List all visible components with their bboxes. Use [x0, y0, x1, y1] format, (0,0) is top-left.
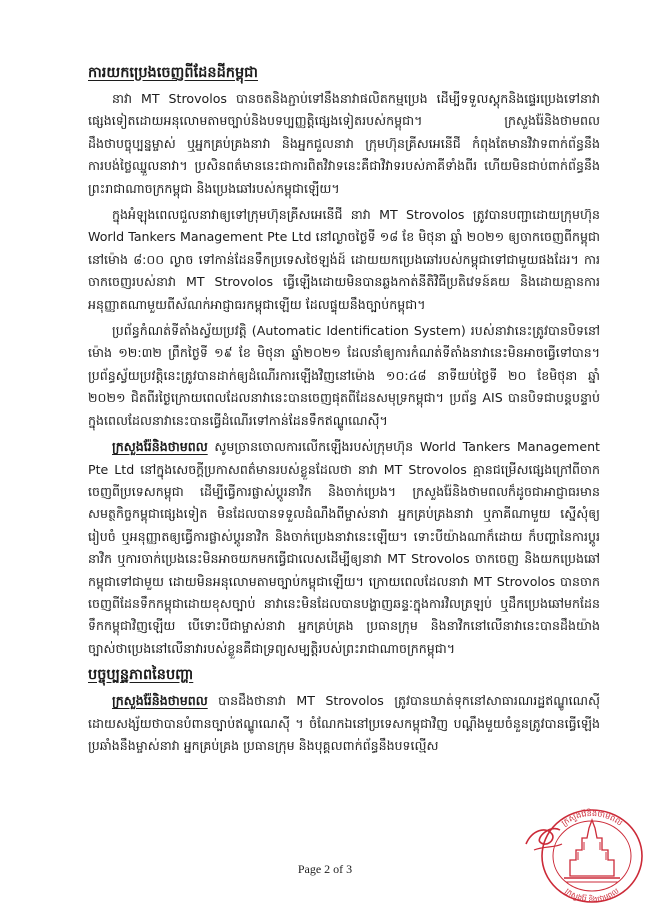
section-heading-oil-removal: ការយកប្រេងចេញពីដែនដីកម្ពុជា	[88, 65, 258, 81]
page-number: Page 2 of 3	[297, 862, 353, 876]
paragraph	[88, 436, 600, 660]
section-heading-current-status: បច្ចុប្បន្នភាពនៃបញ្ហា	[88, 667, 194, 684]
paragraph	[88, 88, 600, 200]
paragraph	[88, 320, 600, 432]
paragraph	[88, 690, 600, 757]
seal-text-bottom: ក្រសួងរ៉ែ និងថាមពល	[563, 886, 621, 905]
svg-text:ក្រសួងរ៉ែ និងថាមពល	[563, 886, 620, 904]
paragraph-emphasis: ក្រសួងរ៉ែនិងថាមពល	[112, 693, 208, 709]
paragraph-emphasis: ក្រសួងរ៉ែនិងថាមពល	[112, 439, 208, 455]
section-body-oil-removal	[88, 88, 600, 660]
paragraph-text: បានដឹងថានាវា MT Strovolos ត្រូវបានឃាត់ទុកនៅសាធារណរដ្ឋឥណ្ឌូណេស៊ី ដោយសង្ស័យថាបានបំពានច្បាប់ឥណ្ឌូណេស៊ី ។ ចំណែកឯនៅប្រទេសកម្ពុជាវិញ បណ្តឹងមួយចំនួនត្រូវបានធ្វើឡើងប្រឆាំងនឹងម្ចាស់នាវា អ្នកគ្រប់គ្រង ប្រធានក្រុម និងបុគ្គលពាក់ព័ន្ធនឹងបទល្មើស	[88, 693, 600, 753]
paragraph-text: ក្នុងអំឡុងពេលជួលនាវាឲ្យទៅក្រុមហ៊ុនគ្រីសអេនើជី នាវា MT Strovolos ត្រូវបានបញ្ជាដោយក្រុមហ៊ុន World Tankers Management Pte Ltd នៅល្ងាចថ្ងៃទី ១៨ ខែ មិថុនា ឆ្នាំ ២០២១ ឲ្យចាកចេញពីកម្ពុជានៅម៉ោង ៨:០០ ល្ងាច ទៅកាន់ដែនទឹកប្រទេសថៃឡង់ដ៍ ដោយយកប្រេងឆៅរបស់កម្ពុជាទៅជាមួយផងដែរ។ ការចាកចេញរបស់នាវា MT Strovolos ធ្វើឡើងដោយមិនបានឆ្លងកាត់នីតិវិធីប្រតិវេទន៍គយ និងដោយគ្មានការអនុញ្ញាតណាមួយពីស័ណក់អាជ្ញាធរកម្ពុជាឡើយ ដែលផ្ទុយនឹងច្បាប់កម្ពុជា។	[88, 207, 600, 312]
paragraph-text: នាវា MT Strovolos បានចតនិងភ្ជាប់ទៅនឹងនាវាផលិតកម្មប្រេង ដើម្បីទទួលស្តុកនិងផ្ទេរប្រេងទៅនាវាផ្សេងទៀតដោយអនុលោមតាមច្បាប់និងបទប្បញ្ញត្តិផ្សេងទៀតរបស់កម្ពុជា។ ក្រសួងរ៉ែនិងថាមពលដឹងថាបច្ចុប្បន្នម្ចាស់ ឬអ្នកគ្រប់គ្រងនាវា និងអ្នកជួលនាវា ក្រុមហ៊ុនគ្រីសអេនើជី កំពុងតែមានវិវាទពាក់ព័ន្ធនឹងការបង់ថ្លៃឈ្នួលនាវា។ ប្រសិនពត៌មាននេះជាការពិតវិវាទនេះគឺជាវិវាទរបស់ភាគីទាំងពីរ ហើយមិនជាប់ពាក់ព័ន្ធនឹងព្រះរាជាណាចក្រកម្ពុជា និងប្រេងឆៅរបស់កម្ពុជាឡើយ។	[88, 91, 600, 196]
svg-text:ក្រសួងរ៉ែនិងថាមពល	[560, 808, 625, 828]
seal-text-top: ក្រសួងរ៉ែនិងថាមពល	[559, 808, 625, 828]
paragraph-text: ប្រព័ន្ធកំណត់ទីតាំងស្វ័យប្រវត្តិ (Automatic Identification System) របស់នាវានេះត្រូវបានបិទនៅម៉ោង ១២:៣២ ព្រឹកថ្ងៃទី ១៩ ខែ មិថុនា ឆ្នាំ២០២១ ដែលនាំឲ្យការកំណត់ទីតាំងនាវានេះមិនអាចធ្វើទៅបាន។ ប្រព័ន្ធស្វ័យប្រវត្តិនេះត្រូវបានដាក់ឲ្យដំណើរការឡើងវិញនៅម៉ោង ១០:៤៨ នាទីយប់ថ្ងៃទី ២០ ខែមិថុនា ឆ្នាំ ២០២១ ជិតពីរថ្ងៃក្រោយពេលដែលនាវានេះបានចេញផុតពីដែនសមុទ្រកម្ពុជា។ ប្រព័ន្ធ AIS បានបិទជាបន្តបន្ទាប់ក្នុងពេលដែលនាវានេះបានធ្វើដំណើរទៅកាន់ដែនទឹកឥណ្ឌូណេស៊ី។	[88, 323, 600, 428]
paragraph-text: សូមច្រានចោលការលើកឡើងរបស់ក្រុមហ៊ុន World Tankers Management Pte Ltd នៅក្នុងសេចក្តីប្រកាសពត៌មានរបស់ខ្លួនដែលថា នាវា MT Strovolos គ្មានជម្រើសផ្សេងក្រៅពីចាកចេញពីប្រទេសកម្ពុជា ដើម្បីធ្វើការផ្លាស់ប្តូរនាវិក និងចាក់ប្រេង។ ក្រសួងរ៉ែនិងថាមពលក៏ដូចជាអាជ្ញាធរមានសមត្ថកិច្ចកម្ពុជាផ្សេងទៀត មិនដែលបានទទួលដំណឹងពីម្ចាស់នាវា អ្នកគ្រប់គ្រងនាវា ឬភាគីណាមួយ ស្នើសុំឲ្យរៀបចំ ឬអនុញ្ញាតឲ្យធ្វើការផ្លាស់ប្តូរនាវិក និងចាក់ប្រេងនាវានេះឡើយ។ ទោះបីយ៉ាងណាក៏ដោយ ក៏បញ្ហានៃការប្តូរនាវិក ឬការចាក់ប្រេងនេះមិនអាចយកមកធ្វើជាលេសដើម្បីឲ្យនាវា MT Strovolos ចាកចេញ និងយកប្រេងឆៅកម្ពុជាទៅជាមួយ ដោយមិនអនុលោមតាមច្បាប់កម្ពុជាឡើយ។ ក្រោយពេលដែលនាវា MT Strovolos បានចាកចេញពីដែនទឹកកម្ពុជាដោយខុសច្បាប់ នាវានេះមិនដែលបានបង្ហាញឆន្ទៈក្នុងការវិលត្រឡប់ ឬដឹកប្រេងឆៅមកដែនទឹកកម្ពុជាវិញឡើយ បើទោះបីជាម្ចាស់នាវា អ្នកគ្រប់គ្រង ប្រធានក្រុម និងនាវិកនៅលើនាវានេះបានដឹងយ៉ាងច្បាស់ថាប្រេងនៅលើនាវារបស់ខ្លួនគឺជាទ្រព្យសម្បត្តិរបស់ព្រះរាជាណាចក្រកម្ពុជា។	[88, 439, 600, 656]
ministry-seal-stamp	[512, 790, 648, 910]
document-body	[88, 62, 600, 761]
section-body-current-status	[88, 690, 600, 757]
paragraph	[88, 204, 600, 316]
